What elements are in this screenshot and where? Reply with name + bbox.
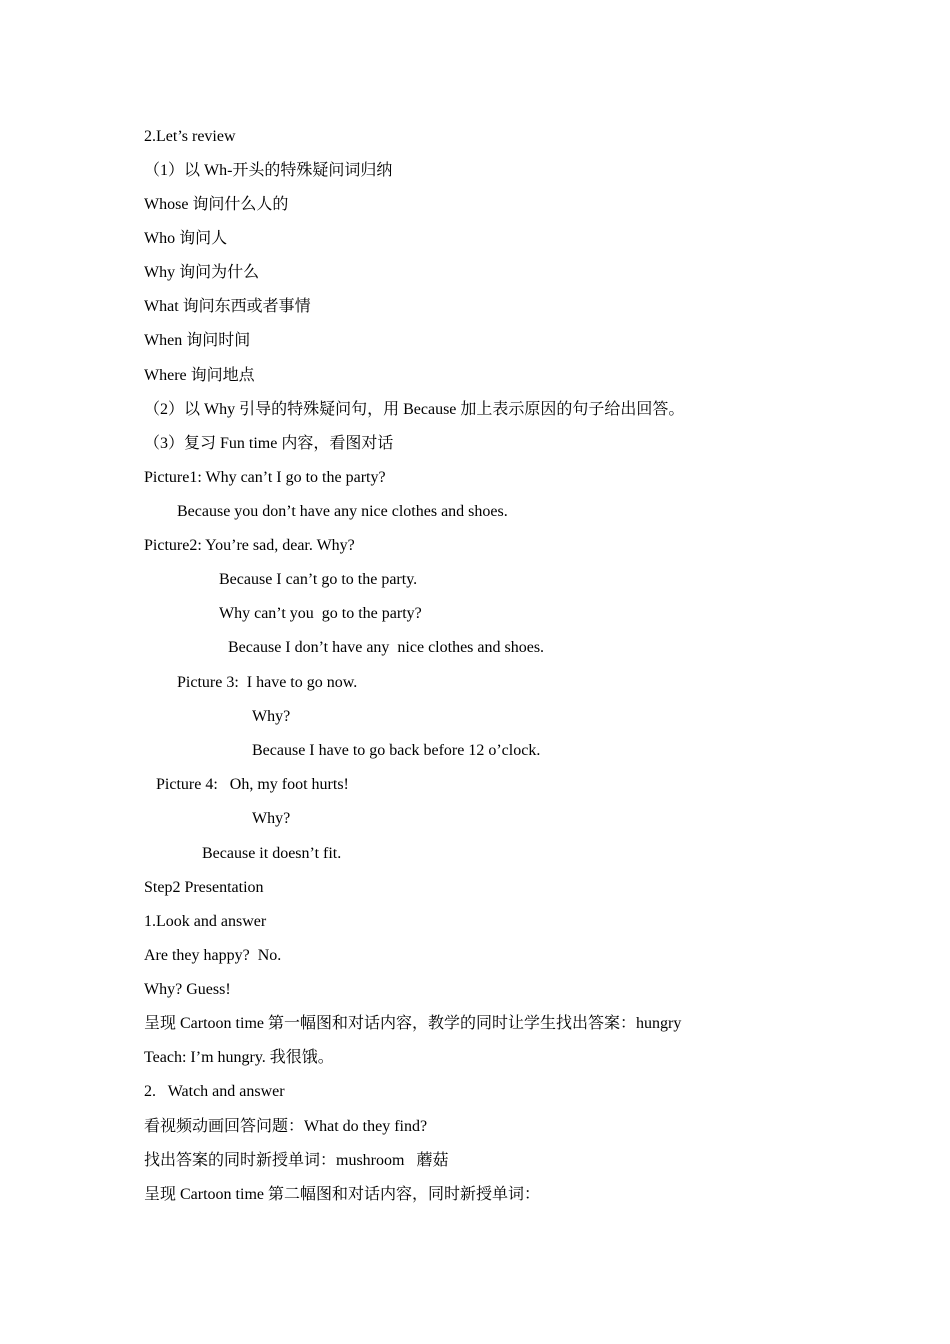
line-picture4-answer: Because it doesn’t fit. bbox=[202, 845, 342, 862]
line-picture1-answer: Because you don’t have any nice clothes and shoes. bbox=[177, 503, 508, 520]
line-picture2-answer1: Because I can’t go to the party. bbox=[219, 571, 418, 588]
line-picture2-question2: Why can’t you go to the party? bbox=[219, 605, 422, 622]
line-fun-time-review: （3）复习 Fun time 内容，看图对话 bbox=[144, 435, 394, 452]
line-why: Why 询问为什么 bbox=[144, 264, 260, 281]
line-watch-video: 看视频动画回答问题：What do they find? bbox=[144, 1118, 428, 1135]
line-why-guess: Why? Guess! bbox=[144, 981, 231, 998]
line-look-and-answer: 1.Look and answer bbox=[144, 913, 267, 930]
line-picture2-answer2: Because I don’t have any nice clothes and shoes. bbox=[228, 639, 545, 656]
line-where: Where 询问地点 bbox=[144, 367, 255, 384]
line-cartoon-time-2: 呈现 Cartoon time 第二幅图和对话内容，同时新授单词： bbox=[144, 1186, 540, 1203]
line-picture2-question: Picture2: You’re sad, dear. Why? bbox=[144, 537, 355, 554]
line-step2: Step2 Presentation bbox=[144, 879, 264, 896]
line-picture1-question: Picture1: Why can’t I go to the party? bbox=[144, 469, 386, 486]
line-teach-hungry: Teach: I’m hungry. 我很饿。 bbox=[144, 1049, 334, 1066]
line-when: When 询问时间 bbox=[144, 332, 251, 349]
line-picture3-answer: Because I have to go back before 12 o’clock. bbox=[252, 742, 541, 759]
line-picture4-why: Why? bbox=[252, 810, 291, 827]
line-cartoon-time-1: 呈现 Cartoon time 第一幅图和对话内容，教学的同时让学生找出答案：hungry bbox=[144, 1015, 682, 1032]
line-picture3-why: Why? bbox=[252, 708, 291, 725]
line-wh-summary: （1）以 Wh-开头的特殊疑问词归纳 bbox=[144, 162, 393, 179]
line-what: What 询问东西或者事情 bbox=[144, 298, 311, 315]
line-watch-and-answer: 2. Watch and answer bbox=[144, 1083, 285, 1100]
line-mushroom: 找出答案的同时新授单词：mushroom 蘑菇 bbox=[144, 1152, 449, 1169]
line-why-because: （2）以 Why 引导的特殊疑问句，用 Because 加上表示原因的句子给出回答。 bbox=[144, 401, 685, 418]
line-picture4: Picture 4: Oh, my foot hurts! bbox=[156, 776, 349, 793]
line-picture3: Picture 3: I have to go now. bbox=[177, 674, 358, 691]
line-are-they-happy: Are they happy? No. bbox=[144, 947, 282, 964]
line-lets-review: 2.Let’s review bbox=[144, 128, 236, 145]
line-who: Who 询问人 bbox=[144, 230, 228, 247]
line-whose: Whose 询问什么人的 bbox=[144, 196, 289, 213]
